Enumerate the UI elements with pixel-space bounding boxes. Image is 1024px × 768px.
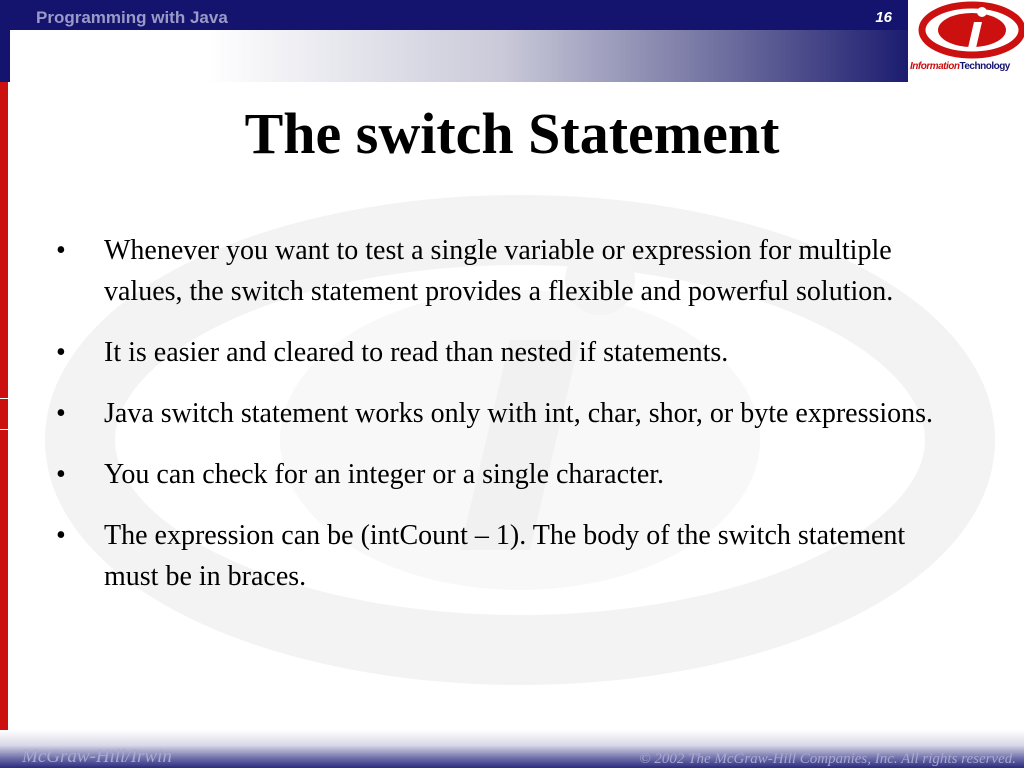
logo-text-technology: Technology [959, 61, 1010, 72]
footer-publisher: McGraw-Hill/Irwin [22, 746, 172, 767]
bullet-item [50, 230, 950, 312]
header-gradient [10, 30, 908, 82]
logo-i-icon [908, 0, 1024, 62]
course-title: Programming with Java [36, 8, 228, 27]
information-technology-logo [908, 0, 1024, 82]
logo-text-information: Information [910, 61, 960, 72]
bullet-item [50, 393, 950, 434]
left-accent-ticks [0, 398, 10, 430]
bullet-item [50, 515, 950, 597]
bullet-icon: • [56, 459, 66, 490]
bullet-text: Whenever you want to test a single variable or expression for multiple values, the switch statement provides a flexible and powerful solution. [104, 235, 894, 307]
logo-text [910, 61, 1010, 72]
left-accent-bar-blue [0, 30, 10, 82]
slide-title: The switch Statement [244, 101, 780, 166]
bullet-text: The expression can be (intCount – 1). The body of the switch statement must be in braces. [104, 520, 906, 592]
bullet-icon: • [56, 520, 66, 551]
bullet-list [50, 230, 950, 617]
bullet-icon: • [56, 235, 66, 266]
bullet-item [50, 454, 950, 495]
bullet-text: You can check for an integer or a single character. [104, 459, 665, 490]
bullet-icon: • [56, 337, 66, 368]
bullet-icon: • [56, 398, 66, 429]
bullet-text: Java switch statement works only with int, char, shor, or byte expressions. [104, 398, 934, 429]
bullet-item [50, 332, 950, 373]
bullet-text: It is easier and cleared to read than nested if statements. [104, 337, 729, 368]
footer-copyright: © 2002 The McGraw-Hill Companies, Inc. All rights reserved. [639, 751, 1016, 767]
slide-number: 16 [875, 9, 892, 26]
